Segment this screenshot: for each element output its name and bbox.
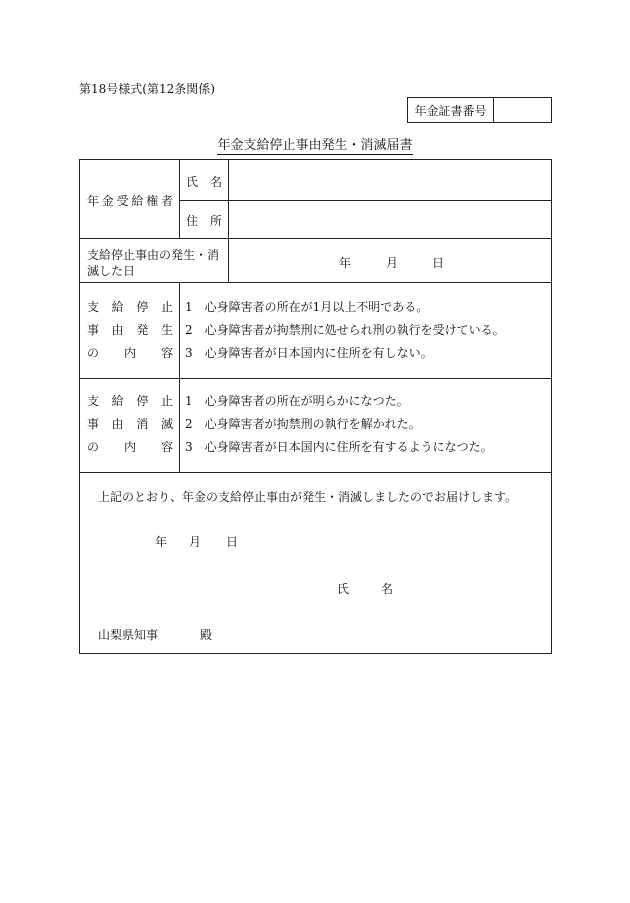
date-row-day: 日	[432, 256, 445, 270]
occurrence-label-row-2: 事 由 発 生	[87, 323, 173, 337]
date-row-field[interactable]	[229, 239, 552, 282]
recipient-label: 年 金 受 給 権 者	[87, 194, 173, 208]
date-row-label-line2: 滅した日	[87, 264, 136, 278]
extinction-label-row-1: 支 給 停 止	[87, 394, 173, 408]
document-title: 年金支給停止事由発生・消滅届書	[217, 138, 413, 153]
recipient-name-field[interactable]	[229, 160, 552, 200]
date-row-month: 月	[386, 256, 399, 270]
applicant-name-label: 氏 名	[337, 582, 393, 596]
submission-day: 日	[226, 535, 239, 549]
date-row-label-line1: 支給停止事由の発生・消	[87, 248, 220, 262]
submission-year: 年	[155, 535, 168, 549]
extinction-item-1: 1 心身障害者の所在が明らかになつた。	[185, 394, 409, 408]
extinction-item-3: 3 心身障害者が日本国内に住所を有するようになつた。	[185, 440, 493, 454]
recipient-address-field[interactable]	[229, 201, 552, 238]
form-table	[79, 159, 552, 654]
address-label: 住 所	[186, 214, 222, 228]
occurrence-item-3: 3 心身障害者が日本国内に住所を有しない。	[185, 346, 433, 360]
extinction-label-row-2: 事 由 消 滅	[87, 417, 173, 431]
submission-statement: 上記のとおり、年金の支給停止事由が発生・消滅しましたのでお届けします。	[98, 490, 518, 504]
form-number: 第18号様式(第12条関係)	[79, 82, 215, 96]
occurrence-item-2: 2 心身障害者が拘禁刑に処せられ刑の執行を受けている。	[185, 323, 505, 337]
applicant-name-field[interactable]	[405, 572, 545, 598]
honorific: 殿	[200, 628, 213, 642]
submission-month: 月	[189, 535, 202, 549]
certificate-number-field[interactable]	[494, 98, 551, 122]
occurrence-label-row-1: 支 給 停 止	[87, 300, 173, 314]
occurrence-label-row-3: の 内 容	[87, 346, 173, 360]
extinction-label-row-3: の 内 容	[87, 440, 173, 454]
addressee: 山梨県知事	[98, 628, 159, 642]
date-row-year: 年	[339, 256, 352, 270]
certificate-number-label: 年金証書番号	[408, 98, 494, 122]
occurrence-item-1: 1 心身障害者の所在が1月以上不明である。	[185, 300, 429, 314]
certificate-number-box	[407, 97, 552, 123]
name-label: 氏 名	[186, 175, 222, 189]
extinction-item-2: 2 心身障害者が拘禁刑の執行を解かれた。	[185, 417, 421, 431]
